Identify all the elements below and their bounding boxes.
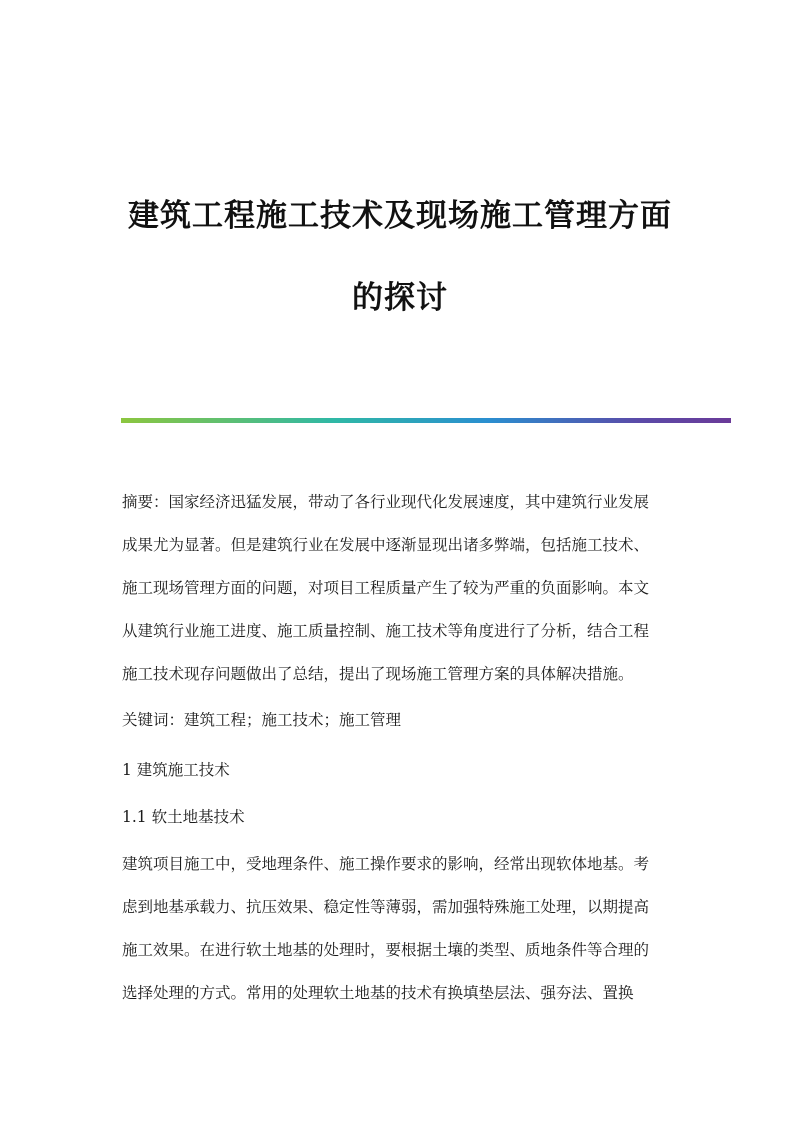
- section-heading: 1 建筑施工技术: [122, 761, 230, 779]
- body-line: 选择处理的方式。常用的处理软土地基的技术有换填垫层法、强夯法、置换: [122, 984, 634, 1002]
- body-line: 施工效果。在进行软土地基的处理时，要根据土壤的类型、质地条件等合理的: [122, 941, 650, 959]
- abstract-line: 摘要：国家经济迅猛发展，带动了各行业现代化发展速度，其中建筑行业发展: [122, 493, 650, 511]
- keywords-line: 关键词：建筑工程；施工技术；施工管理: [122, 711, 402, 729]
- gradient-divider: [121, 418, 731, 423]
- document-title-line-2: 的探讨: [352, 280, 448, 316]
- body-line: 虑到地基承载力、抗压效果、稳定性等薄弱，需加强特殊施工处理，以期提高: [122, 898, 650, 916]
- abstract-line: 成果尤为显著。但是建筑行业在发展中逐渐显现出诸多弊端，包括施工技术、: [122, 536, 650, 554]
- abstract-line: 施工技术现存问题做出了总结，提出了现场施工管理方案的具体解决措施。: [122, 665, 634, 683]
- subsection-heading: 1.1 软土地基技术: [122, 808, 245, 826]
- abstract-line: 施工现场管理方面的问题，对项目工程质量产生了较为严重的负面影响。本文: [122, 579, 650, 597]
- abstract-line: 从建筑行业施工进度、施工质量控制、施工技术等角度进行了分析，结合工程: [122, 622, 650, 640]
- body-line: 建筑项目施工中，受地理条件、施工操作要求的影响，经常出现软体地基。考: [122, 855, 650, 873]
- document-title-line-1: 建筑工程施工技术及现场施工管理方面: [128, 198, 672, 234]
